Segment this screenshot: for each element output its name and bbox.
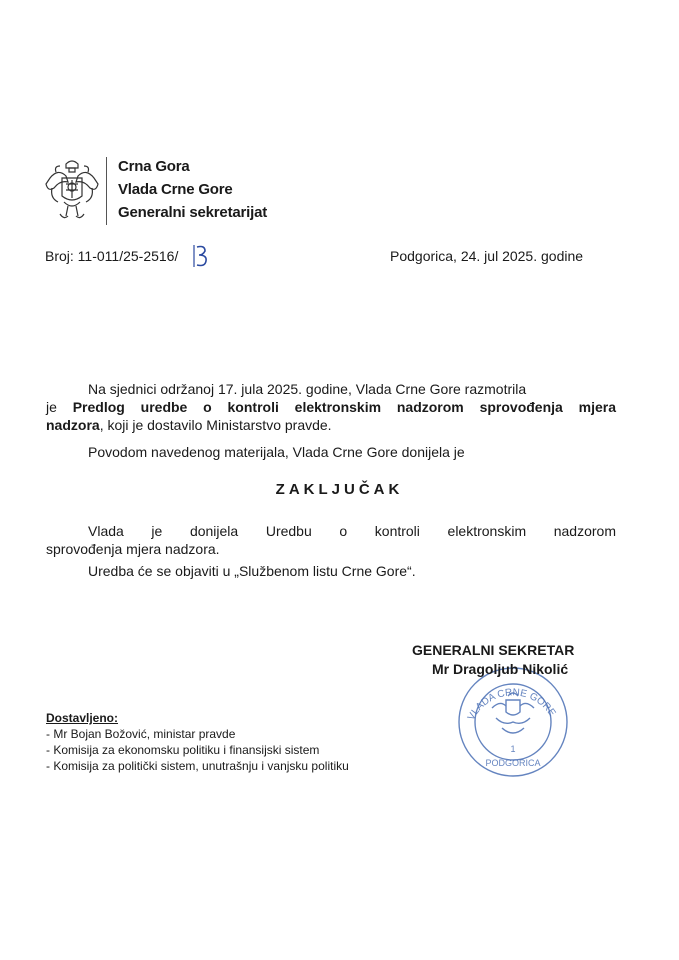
- seal-bottom-text: PODGORICA: [485, 758, 541, 768]
- signatory-title: GENERALNI SEKRETAR: [412, 642, 575, 658]
- place-date: Podgorica, 24. jul 2025. godine: [390, 248, 584, 264]
- header-government: Vlada Crne Gore: [118, 181, 233, 198]
- header-secretariat: Generalni sekretarijat: [118, 204, 268, 221]
- header-divider: [106, 157, 107, 225]
- seal-top-text: VLADA CRNE GORE: [465, 687, 558, 723]
- signatory-name: Mr Dragoljub Nikolić: [432, 661, 569, 677]
- distribution-item: - Komisija za ekonomsku politiku i finansijski sistem: [46, 743, 320, 757]
- decision-intro: Povodom navedenog materijala, Vlada Crne Gore donijela je: [88, 444, 465, 460]
- distribution-item: - Mr Bojan Božović, ministar pravde: [46, 727, 236, 741]
- conclusion-paragraph: [46, 522, 616, 558]
- official-seal-icon: [452, 660, 574, 782]
- intro-line-2: je Predlog uredbe o kontroli elektronskim nadzorom sprovođenja mjera: [46, 399, 616, 415]
- distribution-item: - Komisija za politički sistem, unutrašnju i vanjsku politiku: [46, 759, 349, 773]
- proposal-title: Predlog uredbe o kontroli elektronskim nadzorom sprovođenja mjera: [72, 399, 616, 415]
- publication-note: Uredba će se objaviti u „Službenom listu Crne Gore“.: [88, 563, 416, 579]
- reference-number: Broj: 11-011/25-2516/: [45, 248, 179, 264]
- intro-line-1: Na sjednici održanoj 17. jula 2025. godine, Vlada Crne Gore razmotrila: [88, 381, 527, 397]
- intro-line-3: nadzora, koji je dostavilo Ministarstvo pravde.: [46, 417, 332, 433]
- conclusion-heading: ZAKLJUČAK: [275, 481, 404, 498]
- seal-number: 1: [510, 744, 516, 754]
- handwritten-number: [193, 243, 213, 269]
- distribution-heading: Dostavljeno:: [46, 711, 119, 725]
- conclusion-line-2: sprovođenja mjera nadzora.: [46, 541, 220, 557]
- header-country: Crna Gora: [118, 158, 190, 175]
- intro-paragraph: [46, 380, 616, 434]
- coat-of-arms-icon: [44, 158, 100, 224]
- conclusion-line-1: Vlada je donijela Uredbu o kontroli elektronskim nadzorom: [88, 523, 616, 539]
